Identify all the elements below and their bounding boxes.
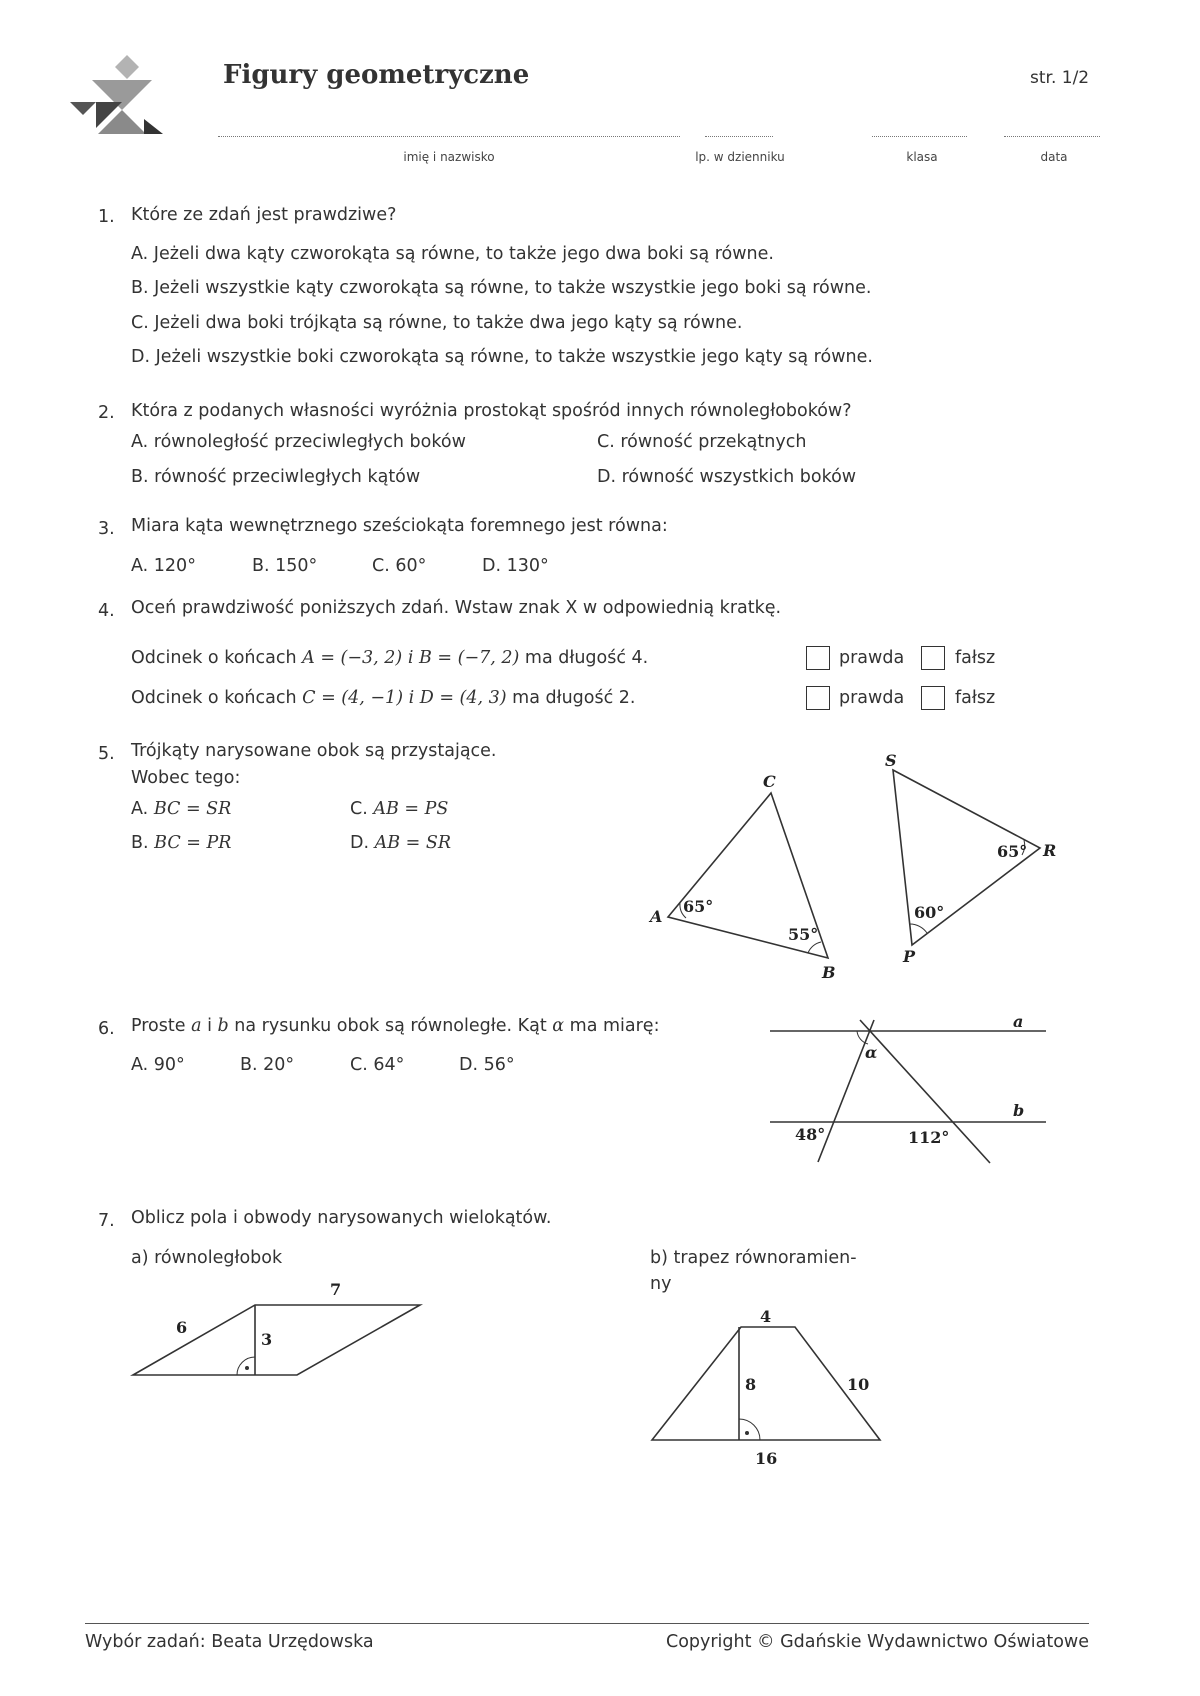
vertex-s-label: S (885, 751, 897, 770)
vertex-a-label: A (650, 907, 663, 926)
name-field-line[interactable] (218, 136, 680, 137)
angle-48-label: 48° (795, 1125, 826, 1144)
q6-option-d[interactable]: D. 56° (459, 1055, 515, 1075)
q6-question: Proste a i b na rysunku obok są równoległe. Kąt α ma miarę: (131, 1016, 660, 1036)
q4-row1-true-checkbox[interactable] (806, 646, 830, 670)
q2-option-d[interactable]: D. równość wszystkich boków (597, 467, 857, 487)
angle-a-label: 65° (683, 897, 714, 916)
q5-question-line1: Trójkąty narysowane obok są przystające. (131, 741, 497, 761)
q3-number: 3. (98, 519, 115, 539)
q6-option-b[interactable]: B. 20° (240, 1055, 295, 1075)
q5-option-a[interactable]: A. BC = SR (131, 799, 232, 819)
trap-side-10-label: 10 (847, 1375, 870, 1394)
q4-row1-false-checkbox[interactable] (921, 646, 945, 670)
q4-row1-true-label: prawda (839, 648, 905, 668)
q2-option-b[interactable]: B. równość przeciwległych kątów (131, 467, 421, 487)
q1-option-c[interactable]: C. Jeżeli dwa boki trójkąta są równe, to także dwa jego kąty są równe. (131, 313, 743, 333)
vertex-p-label: P (903, 947, 916, 966)
q4-row2-true-checkbox[interactable] (806, 686, 830, 710)
alpha-label: α (865, 1043, 878, 1062)
vertex-c-label: C (763, 772, 776, 791)
q3-option-c[interactable]: C. 60° (372, 556, 427, 576)
line-a-label: a (1013, 1012, 1024, 1031)
footer-author: Wybór zadań: Beata Urzędowska (85, 1632, 374, 1652)
footer-divider (85, 1623, 1089, 1624)
date-field-line[interactable] (1004, 136, 1100, 137)
q7-part-a-label: a) równoległobok (131, 1248, 283, 1268)
footer-copyright: Copyright © Gdańskie Wydawnictwo Oświatowe (665, 1632, 1089, 1652)
q1-number: 1. (98, 207, 115, 227)
q7-part-b-label-line2: ny (650, 1274, 672, 1294)
angle-112-label: 112° (908, 1128, 950, 1147)
q5-triangles-figure (640, 745, 1080, 985)
trapezoid (652, 1327, 880, 1440)
page-title: Figury geometryczne (223, 60, 530, 90)
q5-option-d[interactable]: D. AB = SR (350, 833, 452, 853)
date-label: data (1040, 150, 1068, 164)
q2-option-a[interactable]: A. równoległość przeciwległych boków (131, 432, 466, 452)
q2-question: Która z podanych własności wyróżnia prostokąt spośród innych równoległoboków? (131, 401, 852, 421)
q4-row2-false-label: fałsz (955, 688, 996, 708)
q7-number: 7. (98, 1211, 115, 1231)
q1-option-a[interactable]: A. Jeżeli dwa kąty czworokąta są równe, to także jego dwa boki są równe. (131, 244, 774, 264)
line-b-label: b (1013, 1101, 1025, 1120)
q4-statement-2: Odcinek o końcach C = (4, −1) i D = (4, 3) ma długość 2. (131, 688, 636, 708)
class-field-line[interactable] (872, 136, 967, 137)
q1-option-b[interactable]: B. Jeżeli wszystkie kąty czworokąta są równe, to także wszystkie jego boki są równe. (131, 278, 872, 298)
q3-question: Miara kąta wewnętrznego sześciokąta foremnego jest równa: (131, 516, 668, 536)
angle-p-label: 60° (914, 903, 945, 922)
name-label: imię i nazwisko (403, 150, 495, 164)
publisher-logo (70, 55, 170, 145)
para-height-3-label: 3 (261, 1330, 273, 1349)
para-side-7-label: 7 (330, 1280, 342, 1299)
q6-option-c[interactable]: C. 64° (350, 1055, 405, 1075)
q4-row1-false-label: fałsz (955, 648, 996, 668)
q3-option-d[interactable]: D. 130° (482, 556, 549, 576)
q6-option-a[interactable]: A. 90° (131, 1055, 185, 1075)
q7-parallelogram-figure (120, 1270, 440, 1385)
q5-number: 5. (98, 744, 115, 764)
vertex-b-label: B (822, 963, 836, 982)
q6-parallel-lines-figure (760, 1005, 1060, 1175)
trap-top-4-label: 4 (760, 1307, 772, 1326)
q4-question: Oceń prawdziwość poniższych zdań. Wstaw znak X w odpowiednią kratkę. (131, 598, 782, 618)
q7-part-b-label-line1: b) trapez równoramien- (650, 1248, 857, 1268)
angle-r-label: 65° (997, 842, 1028, 861)
number-label: lp. w dzienniku (695, 150, 785, 164)
q3-option-a[interactable]: A. 120° (131, 556, 196, 576)
page-number: str. 1/2 (1030, 68, 1090, 88)
trap-base-16-label: 16 (755, 1449, 778, 1468)
q5-option-c[interactable]: C. AB = PS (350, 799, 449, 819)
q4-number: 4. (98, 601, 115, 621)
q1-option-d[interactable]: D. Jeżeli wszystkie boki czworokąta są równe, to także wszystkie jego kąty są równe. (131, 347, 873, 367)
q1-question: Które ze zdań jest prawdziwe? (131, 205, 397, 225)
q5-option-b[interactable]: B. BC = PR (131, 833, 232, 853)
q3-option-b[interactable]: B. 150° (252, 556, 318, 576)
number-field-line[interactable] (705, 136, 773, 137)
q7-question: Oblicz pola i obwody narysowanych wielokątów. (131, 1208, 552, 1228)
q4-row2-true-label: prawda (839, 688, 905, 708)
q2-option-c[interactable]: C. równość przekątnych (597, 432, 807, 452)
parallelogram (133, 1305, 420, 1375)
q4-row2-false-checkbox[interactable] (921, 686, 945, 710)
para-side-6-label: 6 (176, 1318, 188, 1337)
transversal-1 (818, 1020, 874, 1162)
class-label: klasa (906, 150, 938, 164)
q4-statement-1: Odcinek o końcach A = (−3, 2) i B = (−7, 2) ma długość 4. (131, 648, 649, 668)
angle-b-label: 55° (788, 925, 819, 944)
q6-number: 6. (98, 1019, 115, 1039)
q7-trapezoid-figure (640, 1300, 900, 1475)
q5-question-line2: Wobec tego: (131, 768, 241, 788)
q2-number: 2. (98, 403, 115, 423)
vertex-r-label: R (1043, 841, 1057, 860)
trap-height-8-label: 8 (745, 1375, 757, 1394)
